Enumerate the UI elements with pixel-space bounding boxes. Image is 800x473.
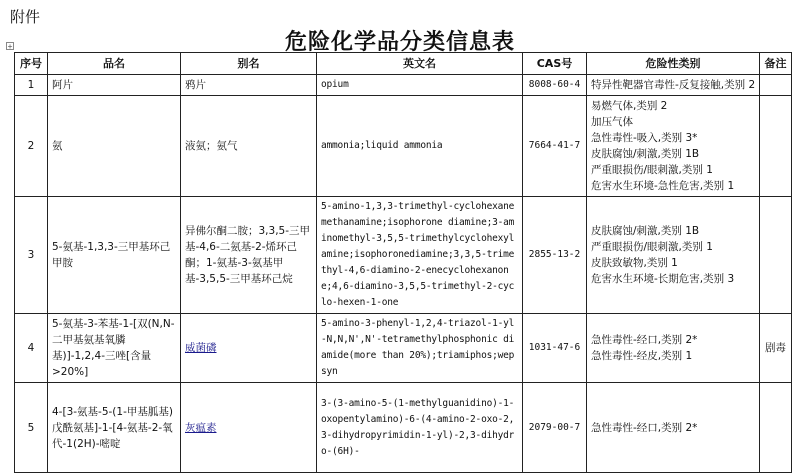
cell-alias (181, 314, 317, 383)
alias-link[interactable]: 灰瘟素 (185, 421, 217, 434)
category-line: 加压气体 (591, 116, 633, 128)
cell-remark: 剧毒 (760, 314, 792, 383)
cell-seq: 4 (15, 314, 48, 383)
table-move-handle[interactable]: + (7, 42, 13, 51)
category-line: 急性毒性-经皮,类别 1 (591, 350, 693, 362)
cell-remark (760, 197, 792, 314)
header-remark: 备注 (760, 53, 792, 75)
cell-english: 3-(3-amino-5-(1-methylguanidino)-1-oxopentylamino)-6-(4-amino-2-oxo-2,3-dihydropyrimidin-1-yl)-2,3-dihydro-(6H)- (317, 383, 523, 473)
table-row (15, 383, 792, 473)
cell-name: 阿片 (48, 75, 181, 96)
cell-category (587, 314, 760, 383)
table-row (15, 314, 792, 383)
page-title: 危险化学品分类信息表 (284, 30, 515, 55)
cell-category (587, 75, 760, 96)
table-row (15, 75, 792, 96)
cell-name: 5-氨基-3-苯基-1-[双(N,N-二甲基氨基氧膦基)]-1,2,4-三唑[含量>20%] (48, 314, 181, 383)
cell-cas: 2079-00-7 (523, 383, 587, 473)
header-seq: 序号 (15, 53, 48, 75)
cell-alias: 鸦片 (181, 75, 317, 96)
category-line: 急性毒性-经口,类别 2* (591, 334, 698, 346)
header-row (15, 53, 792, 75)
cell-english: opium (317, 75, 523, 96)
alias-link[interactable]: 威菌磷 (185, 342, 217, 354)
category-line: 危害水生环境-急性危害,类别 1 (591, 180, 735, 192)
header-cas: CAS号 (523, 53, 587, 75)
category-line: 皮肤腐蚀/刺激,类别 1B (591, 148, 700, 160)
alias-text: 异佛尔酮二胺；3,3,5-三甲基-4,6-二氨基-2-烯环己酮；1-氨基-3-氨基甲基-3,5,5-三甲基环己烷 (185, 225, 311, 285)
table-row (15, 197, 792, 314)
cell-name: 4-[3-氨基-5-(1-甲基胍基)戊酰氨基]-1-[4-氨基-2-氧代-1(2H)-嘧啶 (48, 383, 181, 473)
category-line: 皮肤致敏物,类别 1 (591, 257, 678, 269)
category-line: 严重眼损伤/眼刺激,类别 1 (591, 241, 713, 253)
attachment-label: 附件 (10, 8, 41, 26)
header-english: 英文名 (317, 53, 523, 75)
cell-alias (181, 383, 317, 473)
cell-name: 氨 (48, 96, 181, 197)
cell-cas: 2855-13-2 (523, 197, 587, 314)
cell-category (587, 197, 760, 314)
cell-cas: 8008-60-4 (523, 75, 587, 96)
category-line: 严重眼损伤/眼刺激,类别 1 (591, 164, 713, 176)
cell-remark (760, 383, 792, 473)
cell-seq: 2 (15, 96, 48, 197)
cell-cas: 7664-41-7 (523, 96, 587, 197)
cell-name: 5-氨基-1,3,3-三甲基环己甲胺 (48, 197, 181, 314)
cell-category (587, 96, 760, 197)
cell-english: ammonia;liquid ammonia (317, 96, 523, 197)
category-line: 急性毒性-经口,类别 2* (591, 421, 698, 434)
category-line: 急性毒性-吸入,类别 3* (591, 132, 698, 144)
cell-category (587, 383, 760, 473)
header-category: 危险性类别 (587, 53, 760, 75)
category-line: 易燃气体,类别 2 (591, 100, 668, 112)
header-name: 品名 (48, 53, 181, 75)
category-line: 危害水生环境-长期危害,类别 3 (591, 273, 735, 285)
category-line: 特异性靶器官毒性-反复接触,类别 2 (591, 79, 756, 91)
cell-english: 5-amino-1,3,3-trimethyl-cyclohexanemethanamine;isophorone diamine;3-aminomethyl-3,5,5-trimethylcyclohexylamine;isophoronediamine;3,3,5-trimethyl-4,6-diamino-2-enecyclohexanone;4,6-diamino-3,5,5-trimethyl-2-cyclo-hexen-1-one (317, 197, 523, 314)
category-line: 皮肤腐蚀/刺激,类别 1B (591, 225, 700, 237)
cell-remark (760, 75, 792, 96)
cell-alias (181, 197, 317, 314)
cell-alias: 液氨；氨气 (181, 96, 317, 197)
cell-seq: 3 (15, 197, 48, 314)
table-row (15, 96, 792, 197)
cell-english: 5-amino-3-phenyl-1,2,4-triazol-1-yl-N,N,N',N'-tetramethylphosphonic diamide(more than 20%);triamiphos;wepsyn (317, 314, 523, 383)
cell-seq: 5 (15, 383, 48, 473)
cell-cas: 1031-47-6 (523, 314, 587, 383)
cell-remark (760, 96, 792, 197)
header-alias: 别名 (181, 53, 317, 75)
cell-seq: 1 (15, 75, 48, 96)
